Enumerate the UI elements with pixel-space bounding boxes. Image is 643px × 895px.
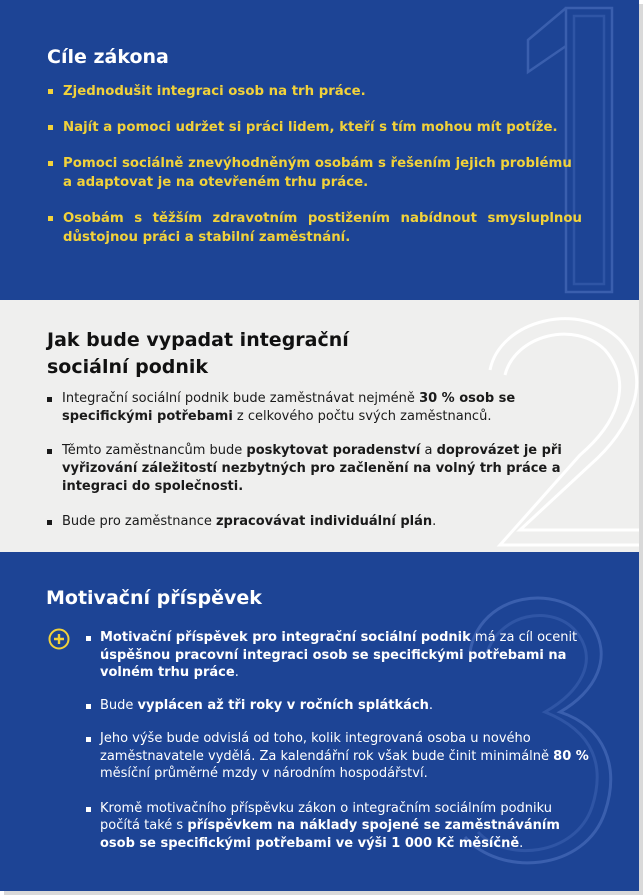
section-title-goals: Cíle zákona xyxy=(47,46,169,68)
list-item: Motivační příspěvek pro integrační sociální podnik má za cíl ocenit úspěšnou pracovní integraci osob se specifickými potřebami na volném trhu práce. xyxy=(86,629,596,682)
bullet-icon xyxy=(86,636,91,641)
bullet-icon xyxy=(47,397,52,402)
plus-circle-icon xyxy=(48,628,70,650)
section-motivation xyxy=(0,552,639,891)
list-item: Kromě motivačního příspěvku zákon o integračním sociálním podniku počítá také s příspěvkem na náklady spojené se zaměstnáváním osob se specifickými potřebami ve výši 1 000 Kč měsíčně. xyxy=(86,800,596,853)
goals-list xyxy=(48,82,582,247)
list-item: Jeho výše bude odvislá od toho, kolik integrovaná osoba u nového zaměstnavatele vydělá. Za kalendářní rok však bude činit minimálně 80 % měsíční průměrné mzdy v národním hospodářství. xyxy=(86,730,596,783)
section-enterprise xyxy=(0,300,639,552)
list-item: Těmto zaměstnancům bude poskytovat poradenství a doprovázet je při vyřizování záležitostí nezbytných pro začlenění na volný trh práce a integraci do společnosti. xyxy=(47,442,562,496)
bullet-icon xyxy=(47,520,52,525)
bullet-icon xyxy=(48,125,53,130)
bullet-icon xyxy=(48,161,53,166)
bullet-icon xyxy=(86,807,91,812)
page-shadow xyxy=(639,4,643,895)
section-title-enterprise: Jak bude vypadat integrační sociální podnik xyxy=(47,329,349,378)
list-item: Zjednodušit integraci osob na trh práce. xyxy=(48,82,582,101)
list-item: Najít a pomoci udržet si práci lidem, kteří s tím mohou mít potíže. xyxy=(48,118,582,137)
list-item: Osobám s těžším zdravotním postižením nabídnout smysluplnou důstojnou práci a stabilní zaměstnání. xyxy=(48,209,582,247)
motivation-list xyxy=(86,629,596,852)
bullet-icon xyxy=(86,737,91,742)
section-goals xyxy=(0,0,639,300)
list-item: Bude vyplácen až tři roky v ročních splátkách. xyxy=(86,697,596,715)
enterprise-list xyxy=(47,390,562,531)
bullet-icon xyxy=(47,449,52,454)
section-title-motivation: Motivační příspěvek xyxy=(46,587,262,609)
bullet-icon xyxy=(48,216,53,221)
list-item: Integrační sociální podnik bude zaměstnávat nejméně 30 % osob se specifickými potřebami z celkového počtu svých zaměstnanců. xyxy=(47,390,562,426)
bullet-icon xyxy=(86,704,91,709)
list-item: Bude pro zaměstnance zpracovávat individuální plán. xyxy=(47,513,562,531)
list-item: Pomoci sociálně znevýhodněným osobám s řešením jejich problému a adaptovat je na otevřeném trhu práce. xyxy=(48,154,582,192)
page-shadow xyxy=(4,891,643,895)
bullet-icon xyxy=(48,89,53,94)
